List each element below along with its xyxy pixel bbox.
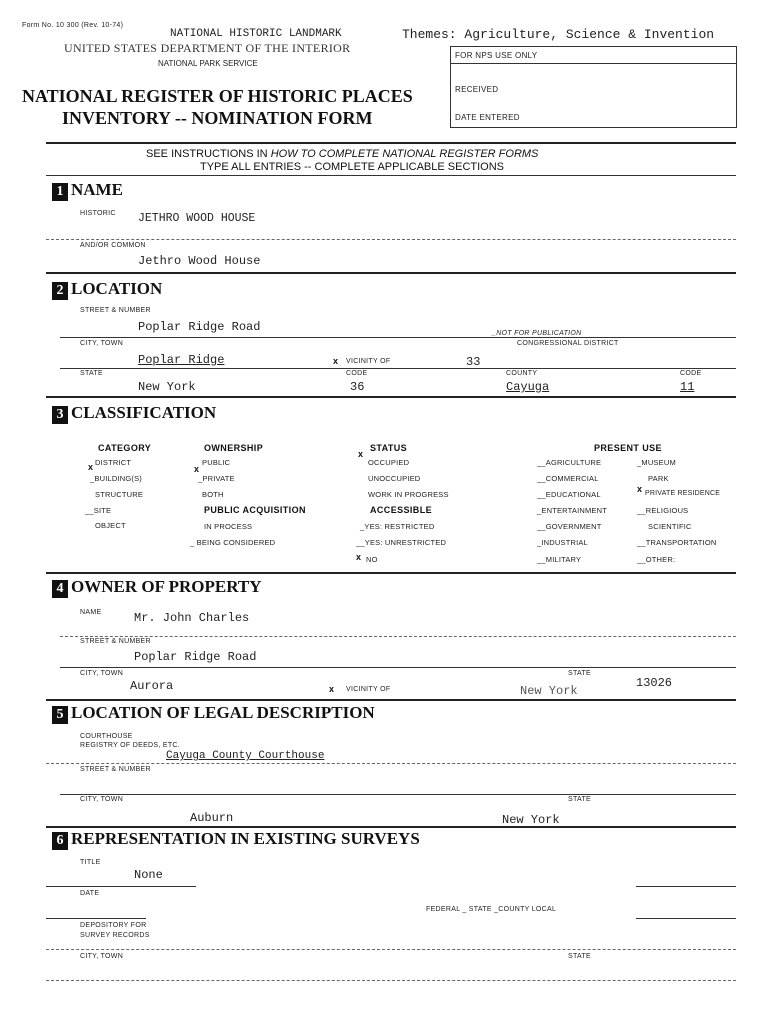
acquisition-option: IN PROCESS xyxy=(204,522,253,531)
use-option: _MUSEUM xyxy=(637,458,676,467)
use-option: __OTHER: xyxy=(637,555,676,564)
district-mark: x xyxy=(88,462,94,472)
owner-vicinity-label: VICINITY OF xyxy=(346,686,391,693)
use-option: __TRANSPORTATION xyxy=(637,538,717,547)
accessible-option: _YES: RESTRICTED xyxy=(360,522,435,531)
survey-title-label: TITLE xyxy=(80,859,101,866)
nps-use-label: FOR NPS USE ONLY xyxy=(455,51,538,60)
owner-city-label: CITY, TOWN xyxy=(80,670,124,677)
county-label: COUNTY xyxy=(506,370,538,377)
ownership-public-mark: x xyxy=(194,464,200,474)
form-title-line1: NATIONAL REGISTER OF HISTORIC PLACES xyxy=(22,86,413,106)
use-option: __COMMERCIAL xyxy=(537,474,599,483)
section-3-heading: 3 CLASSIFICATION xyxy=(52,403,216,424)
owner-street-value: Poplar Ridge Road xyxy=(134,650,257,664)
common-name-value: Jethro Wood House xyxy=(138,254,261,268)
historic-label: HISTORIC xyxy=(80,210,116,217)
accessible-no-mark: x xyxy=(356,552,362,562)
category-option: STRUCTURE xyxy=(95,490,144,499)
courthouse-value: Cayuga County Courthouse xyxy=(166,750,325,762)
ownership-option: _PRIVATE xyxy=(198,474,235,483)
legal-state-label: STATE xyxy=(568,796,592,803)
ownership-option: PUBLIC xyxy=(202,458,231,467)
county-code-label: CODE xyxy=(680,370,702,377)
nps-use-box xyxy=(450,46,737,128)
themes-label: Themes: Agriculture, Science & Invention xyxy=(402,27,715,42)
owner-state-label: STATE xyxy=(568,670,592,677)
owner-city-value: Aurora xyxy=(130,679,174,693)
status-mark: x xyxy=(358,449,364,459)
status-option: OCCUPIED xyxy=(368,458,410,467)
status-option: WORK IN PROGRESS xyxy=(368,490,449,499)
congressional-district-value: 33 xyxy=(466,355,481,369)
use-option: __GOVERNMENT xyxy=(537,522,602,531)
present-use-heading: PRESENT USE xyxy=(594,443,662,453)
owner-name-value: Mr. John Charles xyxy=(134,611,250,625)
acquisition-option: _ BEING CONSIDERED xyxy=(190,538,276,547)
use-option: __AGRICULTURE xyxy=(537,458,602,467)
acquisition-heading: PUBLIC ACQUISITION xyxy=(204,505,306,515)
state-code-value: 36 xyxy=(350,380,365,394)
category-heading: CATEGORY xyxy=(98,443,152,453)
category-option: DISTRICT xyxy=(95,458,132,467)
received-label: RECEIVED xyxy=(455,85,499,94)
legal-state-value: New York xyxy=(502,813,560,827)
form-title-line2: INVENTORY -- NOMINATION FORM xyxy=(62,108,373,128)
use-option: SCIENTIFIC xyxy=(648,522,692,531)
use-option: PRIVATE RESIDENCE xyxy=(645,490,721,497)
county-value: Cayuga xyxy=(506,380,550,394)
use-option: _INDUSTRIAL xyxy=(537,538,588,547)
survey-state-label: STATE xyxy=(568,953,592,960)
section-1-heading: 1 NAME xyxy=(52,180,123,201)
service-label: NATIONAL PARK SERVICE xyxy=(158,59,258,68)
landmark-label: NATIONAL HISTORIC LANDMARK xyxy=(170,28,342,40)
category-option: __SITE xyxy=(85,506,112,515)
accessible-option: NO xyxy=(366,555,378,564)
instructions-line1: SEE INSTRUCTIONS IN HOW TO COMPLETE NATIONAL REGISTER FORMS xyxy=(146,148,539,160)
status-heading: STATUS xyxy=(370,443,408,453)
survey-records-label: SURVEY RECORDS xyxy=(80,932,150,939)
section-2-heading: 2 LOCATION xyxy=(52,279,162,300)
ownership-heading: OWNERSHIP xyxy=(204,443,264,453)
ownership-option: BOTH xyxy=(202,490,224,499)
use-option: _ENTERTAINMENT xyxy=(537,506,608,515)
owner-name-label: NAME xyxy=(80,609,102,616)
owner-vicinity-mark: x xyxy=(329,684,335,694)
survey-city-label: CITY, TOWN xyxy=(80,953,124,960)
congressional-district-label: CONGRESSIONAL DISTRICT xyxy=(517,340,619,347)
owner-state-value: New York xyxy=(520,684,578,698)
street-value: Poplar Ridge Road xyxy=(138,320,261,334)
legal-street-label: STREET & NUMBER xyxy=(80,766,151,773)
use-option: __EDUCATIONAL xyxy=(537,490,601,499)
status-option: UNOCCUPIED xyxy=(368,474,421,483)
city-label: CITY, TOWN xyxy=(80,340,124,347)
street-label: STREET & NUMBER xyxy=(80,307,151,314)
accessible-heading: ACCESSIBLE xyxy=(370,505,433,515)
vicinity-mark: x xyxy=(333,356,339,366)
form-number: Form No. 10 300 (Rev. 10-74) xyxy=(22,22,124,29)
owner-street-label: STREET & NUMBER xyxy=(80,638,151,645)
state-label: STATE xyxy=(80,370,104,377)
vicinity-label: VICINITY OF xyxy=(346,358,391,365)
legal-city-value: Auburn xyxy=(190,811,234,825)
department-label: UNITED STATES DEPARTMENT OF THE INTERIOR xyxy=(64,41,351,55)
accessible-option: __YES: UNRESTRICTED xyxy=(356,538,447,547)
courthouse-label: COURTHOUSE xyxy=(80,733,133,740)
depository-label: DEPOSITORY FOR xyxy=(80,922,147,929)
private-residence-mark: x xyxy=(637,484,643,494)
instructions-line2: TYPE ALL ENTRIES -- COMPLETE APPLICABLE SECTIONS xyxy=(200,161,505,173)
section-5-heading: 5 LOCATION OF LEGAL DESCRIPTION xyxy=(52,703,375,724)
owner-zip-value: 13026 xyxy=(636,676,673,690)
registry-label: REGISTRY OF DEEDS, ETC. xyxy=(80,742,180,749)
survey-title-value: None xyxy=(134,868,163,882)
state-value: New York xyxy=(138,380,196,394)
historic-name-value: JETHRO WOOD HOUSE xyxy=(138,212,256,225)
section-4-heading: 4 OWNER OF PROPERTY xyxy=(52,577,262,598)
survey-date-label: DATE xyxy=(80,890,100,897)
date-entered-label: DATE ENTERED xyxy=(455,113,520,122)
section-6-heading: 6 REPRESENTATION IN EXISTING SURVEYS xyxy=(52,829,420,850)
category-option: _BUILDING(S) xyxy=(90,474,142,483)
code-label: CODE xyxy=(346,370,368,377)
common-label: AND/OR COMMON xyxy=(80,242,146,249)
legal-city-label: CITY, TOWN xyxy=(80,796,124,803)
city-value: Poplar Ridge xyxy=(138,353,225,367)
use-option: __RELIGIOUS xyxy=(637,506,689,515)
use-option: PARK xyxy=(648,474,669,483)
survey-levels: FEDERAL _ STATE _COUNTY LOCAL xyxy=(426,906,557,913)
county-code-value: 11 xyxy=(680,380,695,394)
category-option: OBJECT xyxy=(95,521,126,530)
not-for-publication: _NOT FOR PUBLICATION xyxy=(492,330,582,337)
use-option: __MILITARY xyxy=(537,555,582,564)
